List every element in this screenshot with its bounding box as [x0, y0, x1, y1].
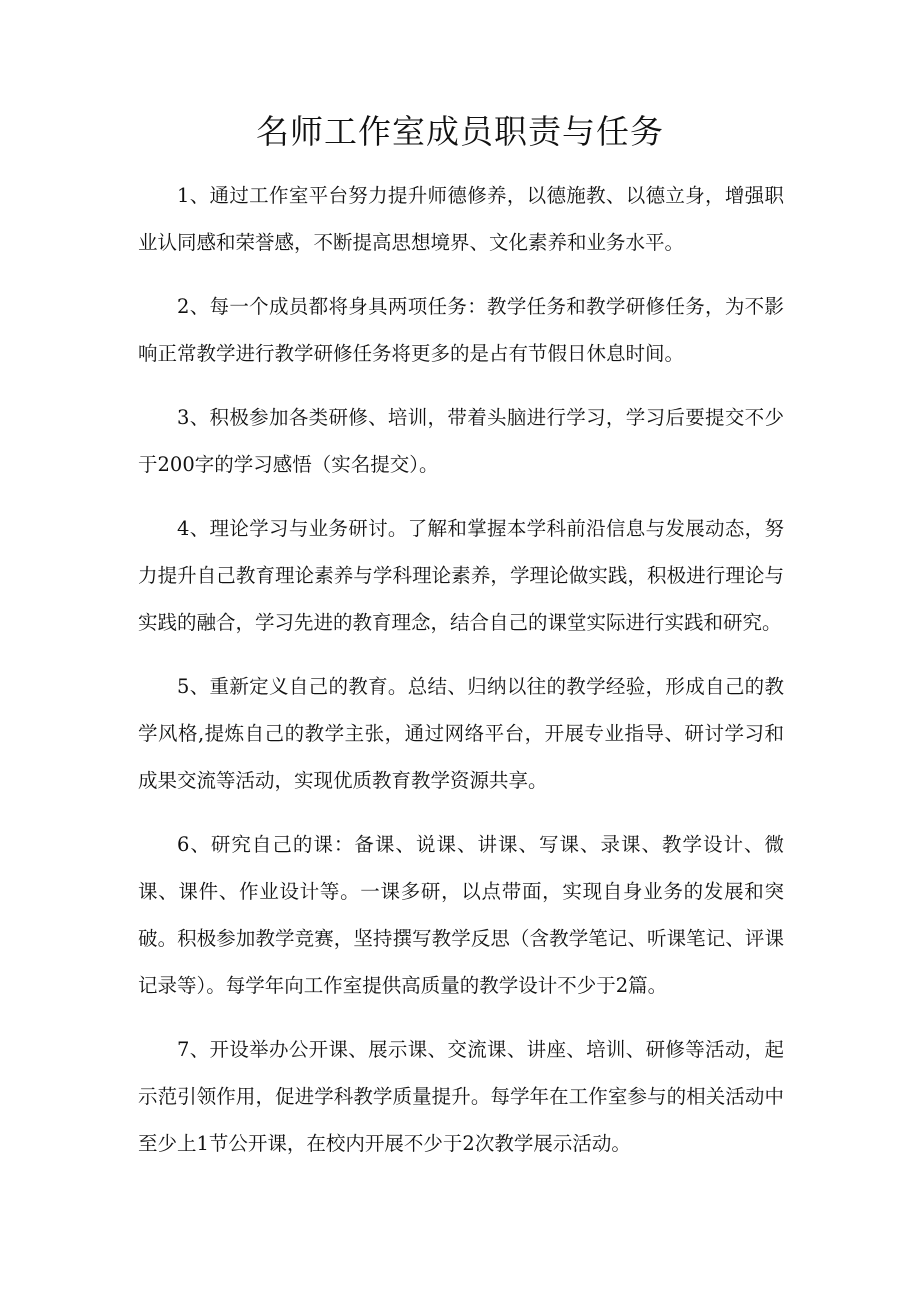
paragraph-5: 5、重新定义自己的教育。总结、归纳以往的教学经验，形成自己的教学风格,提炼自己的教学主张，通过网络平台，开展专业指导、研讨学习和成果交流等活动，实现优质教育教学资源共享。 [138, 675, 784, 792]
paragraph-1: 1、通过工作室平台努力提升师德修养，以德施教、以德立身，增强职业认同感和荣誉感，不断提高思想境界、文化素养和业务水平。 [138, 184, 784, 254]
document-title: 名师工作室成员职责与任务 [256, 112, 664, 151]
paragraph-4: 4、理论学习与业务研讨。了解和掌握本学科前沿信息与发展动态，努力提升自己教育理论素养与学科理论素养，学理论做实践，积极进行理论与实践的融合，学习先进的教育理念，结合自己的课堂实际进行实践和研究。 [138, 517, 784, 634]
paragraph-7: 7、开设举办公开课、展示课、交流课、讲座、培训、研修等活动，起示范引领作用，促进学科教学质量提升。每学年在工作室参与的相关活动中至少上1节公开课，在校内开展不少于2次教学展示活动。 [138, 1038, 784, 1155]
paragraph-2: 2、每一个成员都将身具两项任务：教学任务和教学研修任务，为不影响正常教学进行教学研修任务将更多的是占有节假日休息时间。 [138, 295, 784, 365]
paragraph-6: 6、研究自己的课：备课、说课、讲课、写课、录课、教学设计、微课、课件、作业设计等。一课多研，以点带面，实现自身业务的发展和突破。积极参加教学竞赛，坚持撰写教学反思（含教学笔记、听课笔记、评课记录等）。每学年向工作室提供高质量的教学设计不少于2篇。 [138, 833, 784, 997]
paragraph-3: 3、积极参加各类研修、培训，带着头脑进行学习，学习后要提交不少于200字的学习感悟（实名提交）。 [138, 406, 784, 476]
document-body [138, 172, 784, 1184]
